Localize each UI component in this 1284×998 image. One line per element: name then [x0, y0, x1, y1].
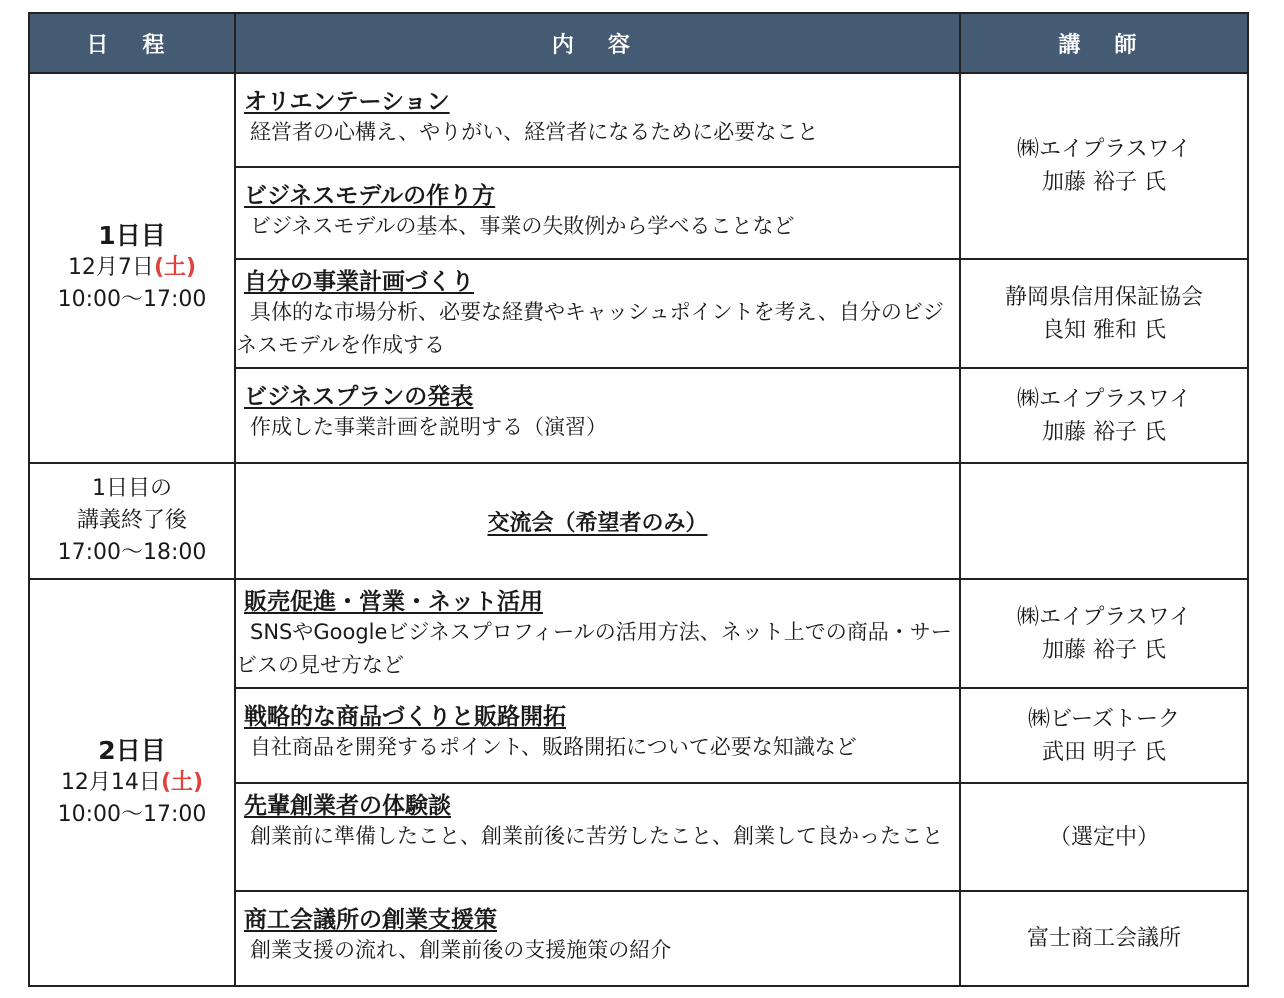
header-content: 内 容	[235, 13, 960, 73]
day1-cell	[29, 73, 235, 463]
session-title: 商工会議所の創業支援策	[244, 907, 497, 933]
lecturer-cell	[960, 891, 1248, 986]
day2-weekday: (土)	[160, 769, 204, 795]
exchange-lecturer-cell	[960, 463, 1248, 579]
day1-time: 10:00〜17:00	[57, 287, 207, 312]
session-desc: 自社商品を開発するポイント、販路開拓について必要な知識など	[250, 735, 857, 759]
session-title: ビジネスモデルの作り方	[244, 183, 496, 209]
lecturer-org: ㈱エイプラスワイ	[1016, 604, 1192, 630]
lecturer-name: 加藤 裕子 氏	[1042, 419, 1166, 445]
day2-time: 10:00〜17:00	[57, 801, 207, 827]
exchange-row	[29, 463, 1248, 579]
exchange-content-cell	[235, 463, 960, 579]
content-cell	[235, 688, 960, 783]
session-title: オリエンテーション	[244, 89, 450, 115]
lecturer-cell	[960, 783, 1248, 891]
lecturer-cell	[960, 368, 1248, 463]
session-title: 戦略的な商品づくりと販路開拓	[244, 704, 566, 730]
day1-date: 12月7日(土)	[67, 255, 197, 280]
exchange-date-cell	[29, 463, 235, 579]
lecturer-org: 富士商工会議所	[1026, 926, 1181, 951]
day1-row-1	[29, 73, 1248, 167]
schedule-table	[28, 12, 1249, 987]
content-cell	[235, 259, 960, 368]
content-cell	[235, 783, 960, 891]
lecturer-cell	[960, 259, 1248, 368]
exchange-title: 交流会（希望者のみ）	[487, 510, 708, 536]
exchange-line2: 講義終了後	[76, 508, 187, 533]
exchange-line1: 1日目の	[92, 476, 172, 501]
day2-date: 12月14日(土)	[60, 769, 204, 795]
session-desc: 創業前に準備したこと、創業前後に苦労したこと、創業して良かったこと	[250, 824, 943, 848]
session-title: ビジネスプランの発表	[244, 384, 474, 410]
session-title: 先輩創業者の体験談	[244, 793, 451, 819]
session-title: 販売促進・営業・ネット活用	[244, 589, 543, 615]
lecturer-name: 加藤 裕子 氏	[1042, 170, 1166, 195]
day2-label: 2日目	[98, 735, 166, 765]
session-title: 自分の事業計画づくり	[244, 269, 474, 295]
lecturer-org: 静岡県信用保証協会	[1004, 284, 1203, 310]
content-cell	[235, 368, 960, 463]
content-cell	[235, 579, 960, 688]
header-lecturer: 講 師	[960, 13, 1248, 73]
lecturer-name: 加藤 裕子 氏	[1042, 637, 1166, 663]
session-desc: 経営者の心構え、やりがい、経営者になるために必要なこと	[250, 120, 819, 144]
header-date: 日 程	[29, 13, 235, 73]
content-cell	[235, 891, 960, 986]
content-cell	[235, 167, 960, 259]
session-desc: ビジネスモデルの基本、事業の失敗例から学べることなど	[250, 214, 795, 238]
session-desc: 創業支援の流れ、創業前後の支援施策の紹介	[250, 938, 672, 962]
lecturer-org: ㈱ビーズトーク	[1027, 706, 1181, 732]
lecturer-cell	[960, 579, 1248, 688]
session-desc: 具体的な市場分析、必要な経費やキャッシュポイントを考え、自分のビジネスモデルを作成する	[236, 300, 944, 357]
session-desc: 作成した事業計画を説明する（演習）	[250, 415, 607, 439]
lecturer-cell	[960, 73, 1248, 259]
session-desc: SNSやGoogleビジネスプロフィールの活用方法、ネット上での商品・サービスの見せ方など	[236, 620, 952, 677]
day2-cell	[29, 579, 235, 986]
day1-label: 1日目	[98, 221, 166, 250]
lecturer-org: ㈱エイプラスワイ	[1016, 137, 1192, 162]
day1-weekday: (土)	[153, 255, 197, 280]
lecturer-org: （選定中）	[1048, 824, 1159, 850]
exchange-time: 17:00〜18:00	[57, 540, 207, 565]
content-cell	[235, 73, 960, 167]
lecturer-org: ㈱エイプラスワイ	[1016, 386, 1192, 412]
day2-row-1	[29, 579, 1248, 688]
header-row	[29, 13, 1248, 73]
lecturer-name: 良知 雅和 氏	[1042, 317, 1166, 343]
lecturer-name: 武田 明子 氏	[1042, 739, 1166, 765]
lecturer-cell	[960, 688, 1248, 783]
